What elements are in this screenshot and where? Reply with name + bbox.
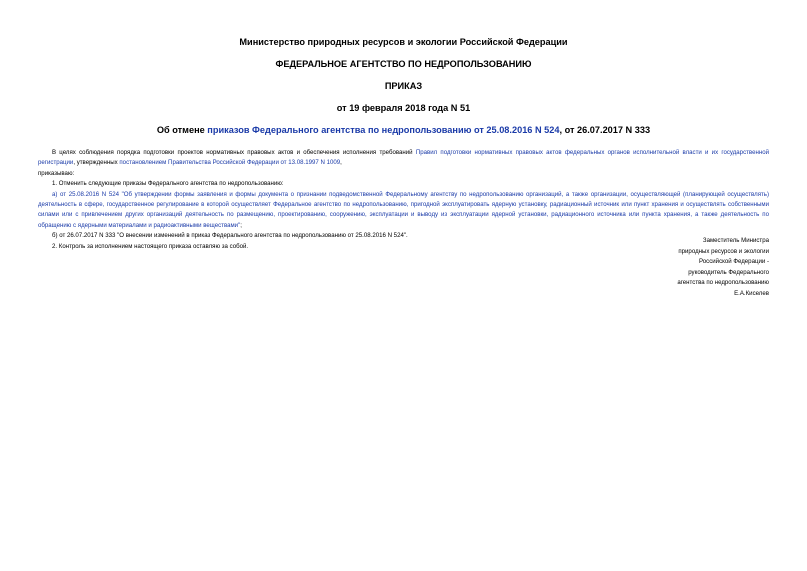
title-suffix: , от 26.07.2017 N 333 — [559, 125, 651, 135]
signature-line: природных ресурсов и экологии — [678, 247, 769, 255]
ministry-heading: Министерство природных ресурсов и экологии Российской Федерации — [239, 37, 568, 47]
signature-line: Российской Федерации - — [699, 258, 769, 266]
preamble-end: , — [340, 159, 342, 167]
paragraph-item-1b: б) от 26.07.2017 N 333 "О внесении изменений в приказ Федерального агентства по недропользованию от 25.08.2016 N 524". — [52, 232, 408, 240]
signature-line: Заместитель Министра — [702, 237, 769, 244]
doc-type-heading: ПРИКАЗ — [384, 81, 423, 91]
order-524-link[interactable]: а) от 25.08.2016 N 524 "Об утверждении формы заявления и формы документа о признании подведомственной Федеральному агентству по недропользованию организаций, а также организации, осуществляющей (планирующей осуществлять) деятельность в сфере, государственное регулирование в которой осуществляет Федеральное агентство по недропользованию, пригодной эксплуатировать ядерную установку, радиационный источник или пункт хранения и осуществлять собственными силами или с привлечением других организаций деятельность по размещению, проектированию, сооружению, эксплуатации и выводу из эксплуатации ядерной установки, радиационного источника или пункта хранения, а также деятельность по обращению с ядерными материалами и радиоактивными веществами" — [38, 190, 769, 229]
paragraph-item-1: 1. Отменить следующие приказы Федерального агентства по недропользованию: — [52, 180, 284, 188]
signatory-name: Е.А.Киселев — [734, 289, 769, 297]
preamble-text: В целях соблюдения порядка подготовки проектов нормативных правовых актов и обеспечения исполнения требований — [52, 149, 416, 156]
document-body — [38, 148, 769, 252]
agency-heading: ФЕДЕРАЛЬНОЕ АГЕНТСТВО ПО НЕДРОПОЛЬЗОВАНИЮ — [275, 59, 532, 69]
signature-line: агентства по недропользованию — [677, 279, 769, 287]
doc-title — [38, 124, 769, 136]
paragraph-order: приказываю: — [38, 169, 75, 177]
title-link[interactable]: приказов Федерального агентства по недропользованию от 25.08.2016 N 524 — [207, 125, 560, 135]
item-1a-end: ; — [240, 221, 242, 229]
resolution-link[interactable]: постановлением Правительства Российской Федерации от 13.08.1997 N 1009 — [119, 159, 341, 167]
doc-date: от 19 февраля 2018 года N 51 — [336, 103, 471, 113]
signature-line: руководитель Федерального — [688, 268, 769, 276]
title-prefix: Об отмене — [156, 125, 208, 135]
preamble-mid: , утвержденных — [73, 159, 120, 167]
rules-link[interactable]: Правил подготовки нормативных правовых актов федеральных органов исполнительной власти и их государственной регистрации — [38, 149, 769, 167]
paragraph-preamble — [38, 148, 769, 169]
signature-block — [677, 236, 769, 300]
paragraph-item-1a — [38, 190, 769, 232]
paragraph-item-2: 2. Контроль за исполнением настоящего приказа оставляю за собой. — [52, 242, 249, 250]
